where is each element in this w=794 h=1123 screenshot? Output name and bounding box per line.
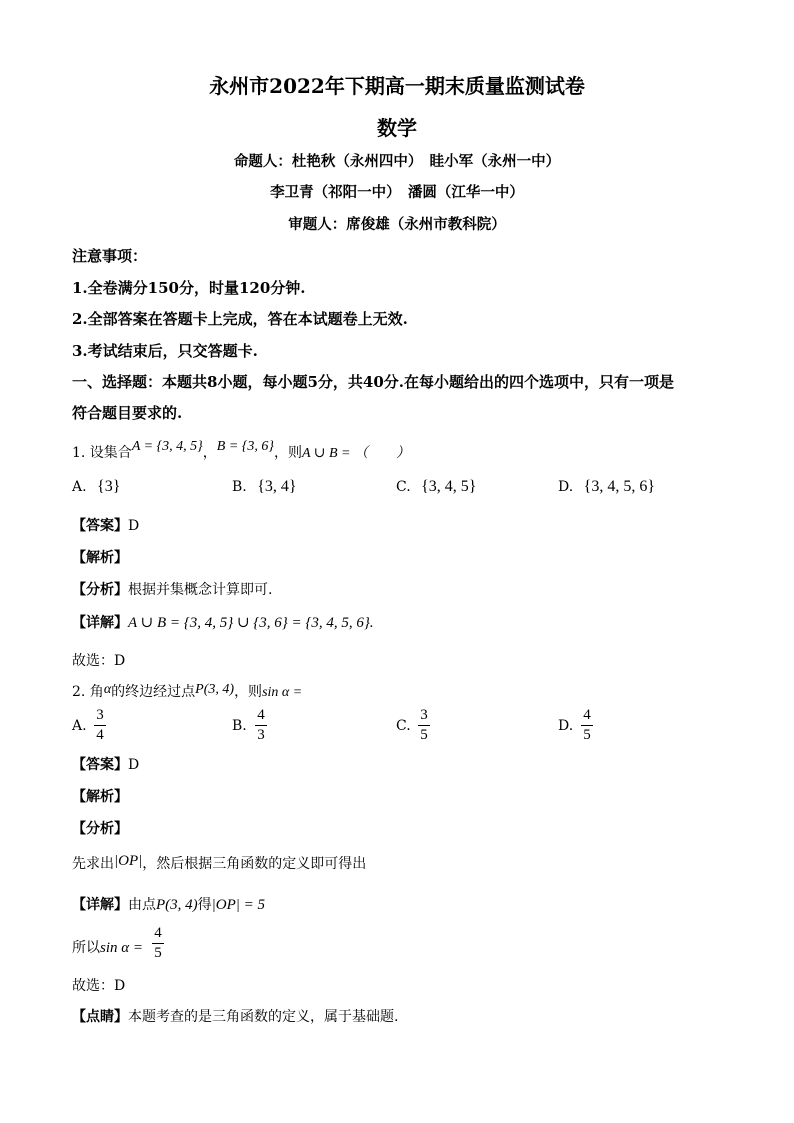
numerator: 3: [96, 707, 104, 723]
authors-line-1: 命题人：杜艳秋（永州四中） 眭小军（永州一中）: [233, 153, 561, 170]
notes-heading: 注意事项：: [72, 247, 148, 265]
q2-jiexi: 【解析】: [72, 789, 128, 805]
q2-option-b-fraction: [255, 707, 267, 744]
option-value: {3, 4, 5, 6}: [583, 478, 655, 495]
q2-xiangjie: [72, 894, 265, 914]
q1-answer: [72, 515, 139, 535]
xiangjie-expr: A ∪ B = {3, 4, 5} ∪ {3, 6} = {3, 4, 5, 6}.: [128, 615, 374, 631]
q2-point: P(3, 4): [195, 682, 235, 697]
option-letter: C.: [396, 479, 411, 495]
fenxi-text: 根据并集概念计算即可.: [128, 582, 273, 598]
subject-title: 数学: [377, 116, 417, 140]
fraction-bar: [581, 725, 593, 726]
q2-guxuan: 故选：D: [72, 978, 126, 994]
denominator: 4: [96, 727, 104, 743]
numerator: 3: [420, 707, 428, 723]
xiangjie-tag: 【详解】: [72, 615, 128, 631]
fenxi-pre: 先求出: [72, 856, 114, 872]
fenxi-tag: 【分析】: [72, 582, 128, 598]
xiangjie-value: |OP| = 5: [211, 897, 266, 913]
q1-fenxi: [72, 579, 272, 599]
q2-option-a-fraction: [94, 707, 106, 744]
fraction-bar: [152, 943, 164, 944]
answer-tag: 【答案】: [72, 757, 128, 773]
fenxi-post: ，然后根据三角函数的定义即可得出: [142, 856, 367, 872]
answer-value: D: [128, 518, 140, 534]
q1-option-c: [396, 478, 476, 496]
q2-expr: sin α =: [262, 685, 303, 700]
q1-expr: A ∪ B = （ ）: [301, 446, 410, 461]
q2-answer: [72, 754, 139, 774]
q2-option-c-letter: C.: [396, 718, 411, 734]
dianjing-text: 本题考查的是三角函数的定义，属于基础题.: [128, 1009, 399, 1025]
q2-option-a-letter: A.: [72, 718, 87, 734]
xiangjie-tag: 【详解】: [72, 897, 128, 913]
q1-set-a: A = {3, 4, 5}: [131, 439, 203, 454]
option-letter: D.: [558, 479, 574, 495]
q1-jiexi: 【解析】: [72, 550, 128, 566]
q2-suoyi: [72, 937, 143, 957]
exam-title: 永州市2022年下期高一期末质量监测试卷: [209, 74, 585, 98]
fraction-bar: [418, 725, 430, 726]
sin-expr: sin α =: [100, 940, 144, 956]
xiangjie-pre: 由点: [128, 897, 156, 913]
section-1-heading-cont: 符合题目要求的.: [72, 404, 183, 422]
option-value: {3, 4, 5}: [421, 478, 477, 495]
reviewer-line: 审题人：席俊雄（永州市教科院）: [288, 216, 506, 233]
q2-option-d-letter: D.: [558, 718, 574, 734]
xiangjie-point: P(3, 4): [156, 897, 198, 913]
dianjing-tag: 【点睛】: [72, 1009, 128, 1025]
q1-option-d: [558, 478, 655, 496]
numerator: 4: [154, 925, 162, 941]
q2-option-d-fraction: [581, 707, 593, 744]
q1-stem-suffix: ，则: [273, 445, 302, 461]
q2-sin-fraction: [152, 925, 164, 962]
answer-value: D: [128, 757, 140, 773]
q1-option-a: [72, 478, 120, 496]
q2-option-c-fraction: [418, 707, 430, 744]
q2-dianjing: [72, 1006, 398, 1026]
fraction-bar: [255, 725, 267, 726]
fraction-bar: [94, 725, 106, 726]
q1-xiangjie: [72, 612, 374, 632]
option-letter: B.: [232, 479, 247, 495]
q2-stem: [72, 681, 302, 701]
q1-guxuan: 故选：D: [72, 653, 126, 669]
note-item-2: 2.全部答案在答题卡上完成，答在本试题卷上无效.: [72, 310, 408, 328]
q1-comma: ，: [202, 445, 217, 461]
note-item-1: 1.全卷满分150分，时量120分钟.: [72, 279, 306, 297]
option-letter: A.: [72, 479, 87, 495]
q1-stem-prefix: 1. 设集合: [72, 445, 132, 461]
q2-fenxi-text: [72, 853, 366, 873]
option-value: {3, 4}: [257, 478, 297, 495]
section-1-heading: 一、选择题：本题共8小题，每小题5分，共40分.在每小题给出的四个选项中，只有一项是: [72, 373, 674, 391]
suoyi-text: 所以: [72, 940, 100, 956]
q2-fenxi-tag: 【分析】: [72, 821, 128, 837]
q1-set-b: B = {3, 6}: [216, 439, 274, 454]
authors-line-2: 李卫青（祁阳一中） 潘圆（江华一中）: [270, 184, 524, 201]
q2-stem-suffix: ，则: [234, 684, 263, 700]
q1-stem: [72, 439, 410, 462]
xiangjie-mid: 得: [197, 897, 212, 913]
q2-stem-prefix: 2. 角: [72, 684, 104, 700]
denominator: 3: [257, 727, 265, 743]
q2-stem-mid: 的终边经过点: [111, 684, 196, 700]
answer-tag: 【答案】: [72, 518, 128, 534]
denominator: 5: [154, 945, 162, 961]
denominator: 5: [420, 727, 428, 743]
numerator: 4: [583, 707, 591, 723]
numerator: 4: [257, 707, 265, 723]
option-value: {3}: [97, 478, 121, 495]
q1-option-b: [232, 478, 297, 496]
q2-alpha: α: [103, 682, 112, 697]
note-item-3: 3.考试结束后，只交答题卡.: [72, 342, 258, 360]
op-magnitude: |OP|: [114, 853, 143, 869]
q2-option-b-letter: B.: [232, 718, 247, 734]
denominator: 5: [583, 727, 591, 743]
